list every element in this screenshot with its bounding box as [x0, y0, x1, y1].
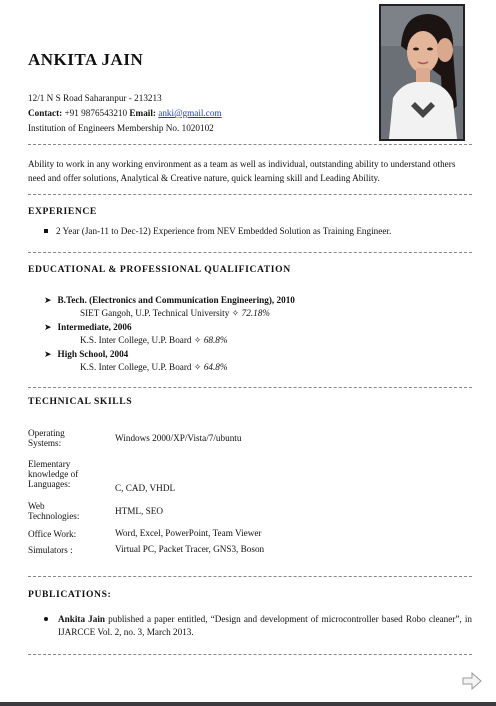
institute: SIET Gangoh, U.P. Technical University ✧ — [80, 308, 240, 318]
skill-label-line: Systems: — [28, 438, 62, 448]
divider — [28, 144, 472, 145]
institute-line — [80, 361, 228, 374]
phone-number: +91 9876543210 — [64, 108, 128, 118]
skill-value: C, CAD, VHDL — [115, 483, 176, 493]
experience-item — [44, 225, 391, 238]
arrow-bullet-icon: ➤ — [44, 322, 52, 332]
candidate-name: ANKITA JAIN — [28, 50, 144, 69]
publication-item — [58, 613, 472, 639]
skill-label-line: Operating — [28, 428, 65, 438]
skill-label-line: Elementary — [28, 459, 71, 469]
education-title: EDUCATIONAL & PROFESSIONAL QUALIFICATION — [28, 264, 291, 275]
degree: High School, 2004 — [57, 349, 129, 359]
skill-label-line: Simulators : — [28, 545, 73, 555]
skill-label — [28, 529, 76, 539]
divider — [28, 194, 472, 195]
skill-label — [28, 545, 73, 555]
skill-value: Word, Excel, PowerPoint, Team Viewer — [115, 528, 262, 538]
footer-bar — [0, 702, 496, 706]
next-arrow-icon[interactable] — [462, 672, 482, 690]
skill-label-line: knowledge of — [28, 469, 79, 479]
skills-title: TECHNICAL SKILLS — [28, 396, 133, 407]
degree: B.Tech. (Electronics and Communication Engineering), 2010 — [57, 295, 295, 305]
address: 12/1 N S Road Saharanpur - 213213 — [28, 93, 162, 103]
institute-line — [80, 334, 228, 347]
divider — [28, 654, 472, 655]
round-bullet-icon — [44, 617, 48, 621]
membership: Institution of Engineers Membership No. 1020102 — [28, 123, 214, 133]
email-link[interactable]: anki@gmail.com — [158, 108, 222, 118]
education-item — [44, 348, 228, 372]
score: 72.18% — [241, 308, 270, 318]
education-item — [44, 321, 228, 345]
email-label: Email: — [129, 108, 156, 118]
score: 64.8% — [203, 362, 228, 372]
divider — [28, 252, 472, 253]
skill-label-line: Technologies: — [28, 511, 80, 521]
skill-value: Windows 2000/XP/Vista/7/ubuntu — [115, 433, 242, 443]
institute: K.S. Inter College, U.P. Board ✧ — [80, 362, 202, 372]
publications-title: PUBLICATIONS: — [28, 589, 112, 600]
square-bullet-icon — [44, 229, 48, 233]
skill-label-line: Web — [28, 501, 45, 511]
skill-label — [28, 501, 79, 521]
degree: Intermediate, 2006 — [57, 322, 132, 332]
education-item — [44, 294, 295, 318]
arrow-bullet-icon: ➤ — [44, 349, 52, 359]
arrow-bullet-icon: ➤ — [44, 295, 52, 305]
skill-label — [28, 459, 78, 489]
skill-value: HTML, SEO — [115, 506, 163, 516]
experience-text: 2 Year (Jan-11 to Dec-12) Experience from NEV Embedded Solution as Training Engineer. — [56, 226, 392, 236]
skill-label — [28, 428, 65, 448]
contact-line — [28, 106, 222, 121]
contact-label: Contact: — [28, 108, 63, 118]
skill-label-line: Office Work: — [28, 529, 77, 539]
publication-text: published a paper entitled, “Design and development of microcontroller based Robo cleaner”, in IJARCCE Vol. 2, no. 3, March 2013. — [58, 614, 472, 637]
experience-title: EXPERIENCE — [28, 206, 97, 217]
institute: K.S. Inter College, U.P. Board ✧ — [80, 335, 202, 345]
score: 68.8% — [203, 335, 228, 345]
publication-author: Ankita Jain — [58, 614, 106, 624]
contact-block — [28, 91, 222, 136]
skill-value: Virtual PC, Packet Tracer, GNS3, Boson — [115, 544, 265, 554]
profile-photo — [379, 4, 465, 141]
institute-line — [80, 307, 270, 320]
summary: Ability to work in any working environment as a team as well as individual, outstanding ability to understand others need and offer solutions, Analytical & Creative nature, quick learning skill and Leading Ability. — [28, 159, 456, 183]
skill-label-line: Languages: — [28, 479, 71, 489]
divider — [28, 387, 472, 388]
divider — [28, 576, 472, 577]
